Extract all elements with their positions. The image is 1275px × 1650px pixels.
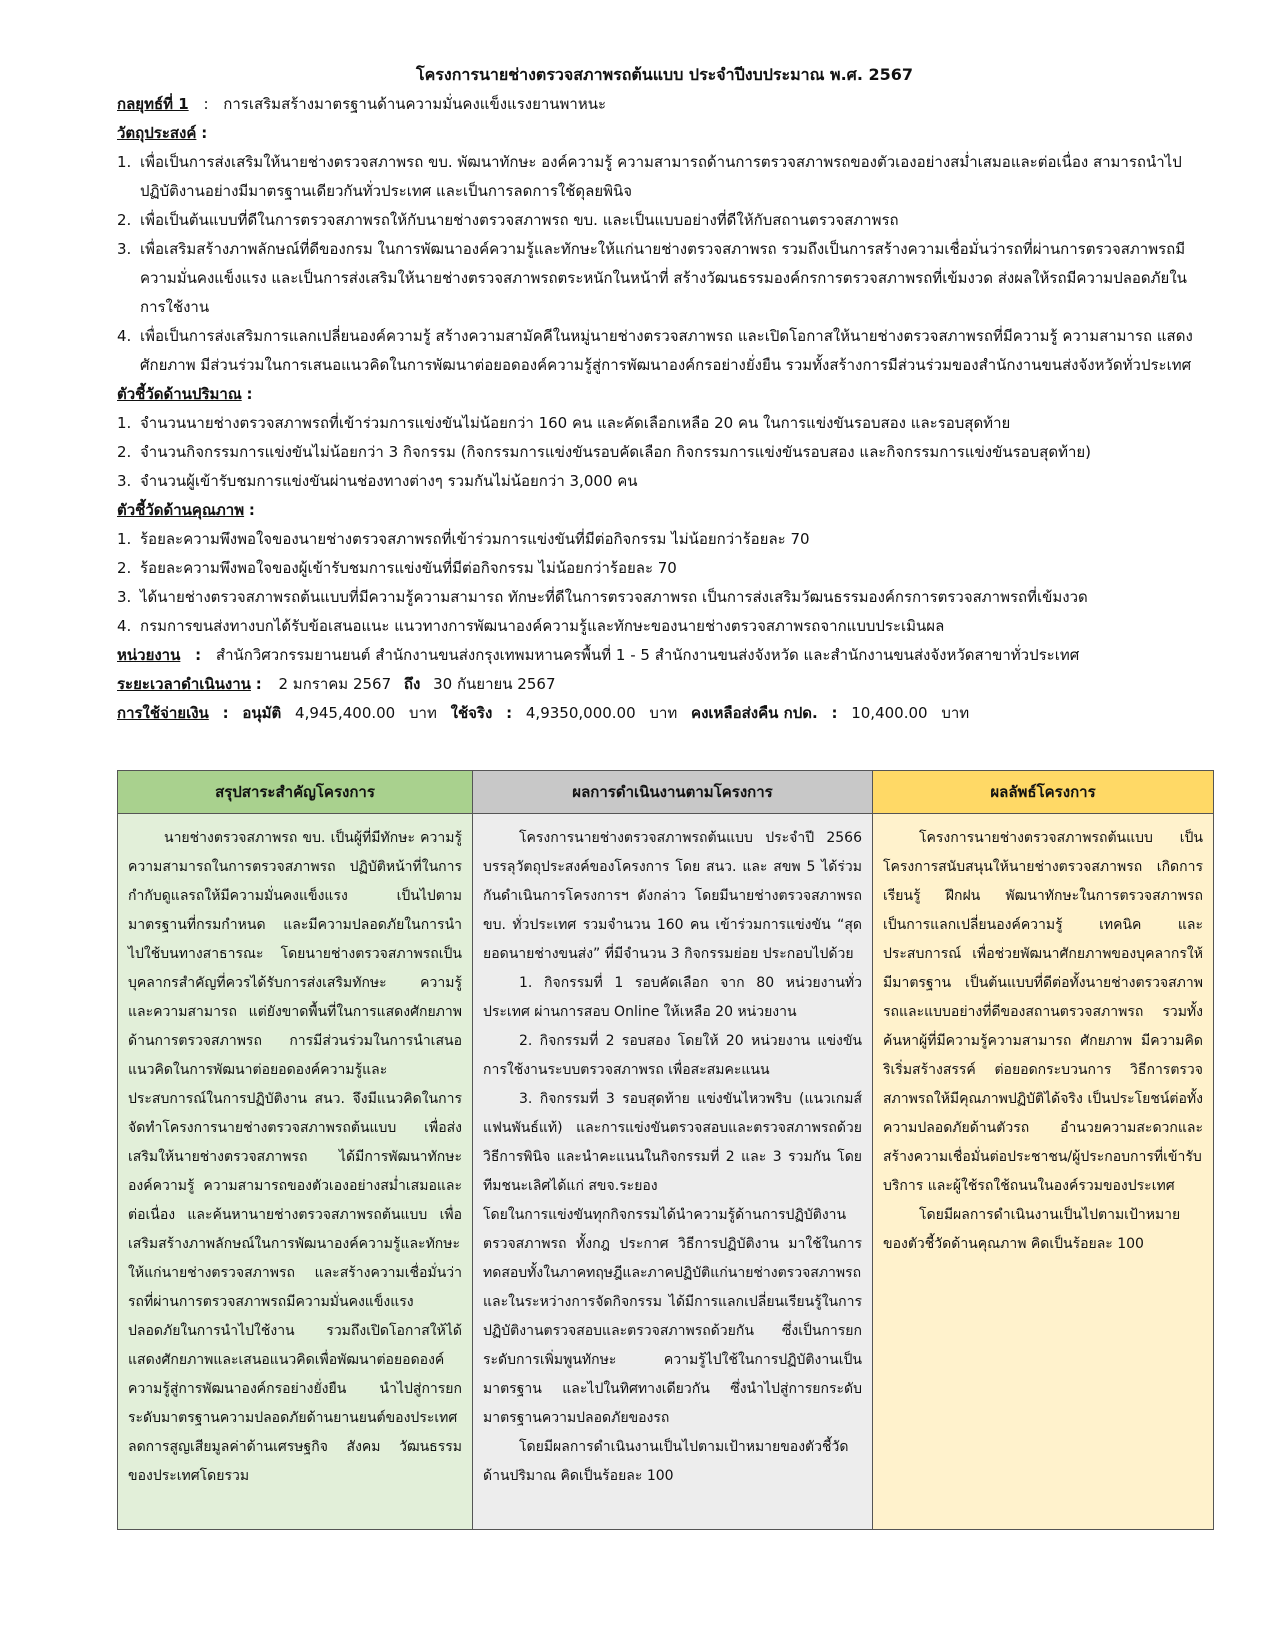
outcomes-paragraph-kpi: โดยมีผลการดำเนินงานเป็นไปตามเป้าหมายของตัวชี้วัดด้านคุณภาพ คิดเป็นร้อยละ 100 xyxy=(883,1207,1181,1252)
budget-approved-value: 4,945,400.00 xyxy=(295,704,396,722)
results-paragraph-kpi: โดยมีผลการดำเนินงานเป็นไปตามเป้าหมายของตัวชี้วัดด้านปริมาณ คิดเป็นร้อยละ 100 xyxy=(483,1439,849,1484)
header-summary: สรุปสาระสำคัญโครงการ xyxy=(118,771,473,814)
quantity-kpi-colon: : xyxy=(246,385,253,403)
objective-number: 2. xyxy=(117,211,132,229)
objective-number: 1. xyxy=(117,153,132,171)
period-start: 2 มกราคม 2567 xyxy=(278,675,392,693)
period-line xyxy=(117,670,1212,699)
project-summary-table xyxy=(117,770,1214,1530)
budget-remaining-label: คงเหลือส่งคืน กปด. xyxy=(691,704,818,722)
quantity-kpi-number: 1. xyxy=(117,414,132,432)
quantity-kpi-text: จำนวนนายช่างตรวจสภาพรถที่เข้าร่วมการแข่งขันไม่น้อยกว่า 160 คน และคัดเลือกเหลือ 20 คน ในการแข่งขันรอบสอง และรอบสุดท้าย xyxy=(140,414,1011,432)
quantity-kpi-number: 2. xyxy=(117,443,132,461)
objectives-list xyxy=(117,148,1212,380)
objectives-heading xyxy=(117,119,1212,148)
quality-kpi-list xyxy=(117,525,1212,641)
results-paragraph: โครงการนายช่างตรวจสภาพรถต้นแบบ ประจำปี 2566 บรรลุวัตถุประสงค์ของโครงการ โดย สนว. และ สขพ 5 ได้ร่วมกันดำเนินการโครงการฯ ดังกล่าว โดยมีนายช่างตรวจสภาพรถ ขบ. ทั่วประเทศ รวมจำนวน 160 คน เข้าร่วมการแข่งขัน “สุดยอดนายช่างขนส่ง” ที่มีจำนวน 3 กิจกรรมย่อย ประกอบไปด้วย xyxy=(483,830,862,962)
budget-actual-label: ใช้จริง xyxy=(450,704,493,722)
summary-paragraph: นายช่างตรวจสภาพรถ ขบ. เป็นผู้ที่มีทักษะ ความรู้ ความสามารถในการตรวจสภาพรถ ปฏิบัติหน้าที่ในการกำกับดูแลรถให้มีความมั่นคงแข็งแรง เป็นไปตามมาตรฐานที่กรมกำหนด และมีความปลอดภัยในการนำไปใช้บนทางสาธารณะ โดยนายช่างตรวจสภาพรถเป็นบุคลากรสำคัญที่ควรได้รับการส่งเสริมทักษะ ความรู้ และความสามารถ แต่ยังขาดพื้นที่ในการแสดงศักยภาพด้านการตรวจสภาพรถ การมีส่วนร่วมในการนำเสนอแนวคิดในการพัฒนาต่อยอดองค์ความรู้และประสบการณ์ในการปฏิบัติงาน สนว. จึงมีแนวคิดในการจัดทำโครงการนายช่างตรวจสภาพรถต้นแบบ เพื่อส่งเสริมให้นายช่างตรวจสภาพรถ ได้มีการพัฒนาทักษะ องค์ความรู้ ความสามารถของตัวเองอย่างสม่ำเสมอและต่อเนื่อง และค้นหานายช่างตรวจสภาพรถต้นแบบ เพื่อเสริมสร้างภาพลักษณ์ในการพัฒนาองค์ความรู้และทักษะให้แก่นายช่างตรวจสภาพรถ และสร้างความเชื่อมั่นว่ารถที่ผ่านการตรวจสภาพรถมีความมั่นคงแข็งแรง ปลอดภัยในการนำไปใช้งาน รวมถึงเปิดโอกาสให้ได้แสดงศักยภาพและเสนอแนวคิดเพื่อพัฒนาต่อยอดองค์ความรู้สู่การพัฒนาองค์กรอย่างยั่งยืน นำไปสู่การยกระดับมาตรฐานความปลอดภัยด้านยานยนต์ของประเทศ ลดการสูญเสียมูลค่าด้านเศรษฐกิจ สังคม วัฒนธรรม ของประเทศโดยรวม xyxy=(128,830,462,1484)
period-to: ถึง xyxy=(403,675,421,693)
strategy-colon: : xyxy=(203,95,209,113)
quality-kpi-label: ตัวชี้วัดด้านคุณภาพ xyxy=(117,501,245,519)
header-outcomes: ผลลัพธ์โครงการ xyxy=(873,771,1214,814)
quality-kpi-text: กรมการขนส่งทางบกได้รับข้อเสนอแนะ แนวทางการพัฒนาองค์ความรู้และทักษะของนายช่างตรวจสภาพรถจากแบบประเมินผล xyxy=(140,617,945,635)
strategy-line xyxy=(117,90,1212,119)
budget-actual-unit: บาท xyxy=(649,704,678,722)
quantity-kpi-heading xyxy=(117,380,1212,409)
quantity-kpi-text: จำนวนผู้เข้ารับชมการแข่งขันผ่านช่องทางต่างๆ รวมกันไม่น้อยกว่า 3,000 คน xyxy=(140,472,638,490)
objective-number: 4. xyxy=(117,327,132,345)
quality-kpi-item xyxy=(117,612,1212,641)
results-paragraph-knowledge: โดยในการแข่งขันทุกกิจกรรมได้นำความรู้ด้านการปฏิบัติงานตรวจสภาพรถ ทั้งกฎ ประกาศ วิธีการปฏิบัติงาน มาใช้ในการทดสอบทั้งในภาคทฤษฎีและภาคปฏิบัติแก่นายช่างตรวจสภาพรถ และในระหว่างการจัดกิจกรรม ได้มีการแลกเปลี่ยนเรียนรู้ในการปฏิบัติงานตรวจสอบและตรวจสภาพรถด้วยกัน ซึ่งเป็นการยกระดับการเพิ่มพูนทักษะ ความรู้ไปใช้ในการปฏิบัติงานเป็นมาตรฐาน และไปในทิศทางเดียวกัน ซึ่งนำไปสู่การยกระดับมาตรฐานความปลอดภัยของรถ xyxy=(483,1207,862,1426)
budget-approved-label: อนุมัติ xyxy=(242,704,282,722)
quality-kpi-text: ได้นายช่างตรวจสภาพรถต้นแบบที่มีความรู้ความสามารถ ทักษะที่ดีในการตรวจสภาพรถ เป็นการส่งเสริมวัฒนธรรมองค์กรการตรวจสภาพรถที่เข้มงวด xyxy=(140,588,1088,606)
quality-kpi-number: 2. xyxy=(117,559,132,577)
budget-remaining-unit: บาท xyxy=(941,704,970,722)
objective-item xyxy=(117,148,1212,206)
objective-item xyxy=(117,322,1212,380)
document-body xyxy=(117,60,1212,728)
quantity-kpi-item xyxy=(117,409,1212,438)
quality-kpi-number: 4. xyxy=(117,617,132,635)
quality-kpi-item xyxy=(117,554,1212,583)
strategy-label: กลยุทธ์ที่ 1 xyxy=(117,95,189,113)
quality-kpi-item xyxy=(117,525,1212,554)
objective-text: เพื่อเป็นการส่งเสริมการแลกเปลี่ยนองค์ความรู้ สร้างความสามัคคีในหมู่นายช่างตรวจสภาพรถ และเปิดโอกาสให้นายช่างตรวจสภาพรถที่มีความรู้ ความสามารถ แสดงศักยภาพ มีส่วนร่วมในการเสนอแนวคิดในการพัฒนาต่อยอดองค์ความรู้สู่การพัฒนาองค์กรอย่างยั่งยืน รวมทั้งสร้างการมีส่วนร่วมของสำนักงานขนส่งจังหวัดทั่วประเทศ xyxy=(140,327,1193,374)
quality-kpi-number: 1. xyxy=(117,530,132,548)
budget-remaining-value: 10,400.00 xyxy=(851,704,928,722)
quality-kpi-text: ร้อยละความพึงพอใจของนายช่างตรวจสภาพรถที่เข้าร่วมการแข่งขันที่มีต่อกิจกรรม ไม่น้อยกว่าร้อยละ 70 xyxy=(140,530,810,548)
period-label: ระยะเวลาดำเนินงาน xyxy=(117,675,251,693)
agency-text: สำนักวิศวกรรมยานยนต์ สำนักงานขนส่งกรุงเทพมหานครพื้นที่ 1 - 5 สำนักงานขนส่งจังหวัด และสำนักงานขนส่งจังหวัดสาขาทั่วประเทศ xyxy=(215,646,1080,664)
outcomes-paragraph: โครงการนายช่างตรวจสภาพรถต้นแบบ เป็นโครงการสนับสนุนให้นายช่างตรวจสภาพรถ เกิดการเรียนรู้ ฝึกฝน พัฒนาทักษะในการตรวจสภาพรถ เป็นการแลกเปลี่ยนองค์ความรู้ เทคนิค และประสบการณ์ เพื่อช่วยพัฒนาศักยภาพของบุคลากรให้มีมาตรฐาน เป็นต้นแบบที่ดีต่อทั้งนายช่างตรวจสภาพรถและแบบอย่างที่ดีของสถานตรวจสภาพรถ รวมทั้งค้นหาผู้ที่มีความรู้ความสามารถ ศักยภาพ มีความคิดริเริ่มสร้างสรรค์ ต่อยอดกระบวนการ วิธีการตรวจสภาพรถให้มีคุณภาพปฏิบัติได้จริง เป็นประโยชน์ต่อทั้งความปลอดภัยด้านตัวรถ อำนวยความสะดวกและสร้างความเชื่อมั่นต่อประชาชน/ผู้ประกอบการที่เข้ารับบริการ และผู้ใช้รถใช้ถนนในองค์รวมของประเทศ xyxy=(883,830,1203,1194)
outcomes-cell xyxy=(873,814,1214,1530)
quantity-kpi-text: จำนวนกิจกรรมการแข่งขันไม่น้อยกว่า 3 กิจกรรม (กิจกรรมการแข่งขันรอบคัดเลือก กิจกรรมการแข่งขันรอบสอง และกิจกรรมการแข่งขันรอบสุดท้าย) xyxy=(140,443,1092,461)
table-header-row xyxy=(118,771,1214,814)
objective-item xyxy=(117,206,1212,235)
objective-number: 3. xyxy=(117,240,132,258)
results-activity-2: 2. กิจกรรมที่ 2 รอบสอง โดยให้ 20 หน่วยงาน แข่งขันการใช้งานระบบตรวจสภาพรถ เพื่อสะสมคะแนน xyxy=(483,1033,862,1078)
strategy-text: การเสริมสร้างมาตรฐานด้านความมั่นคงแข็งแรงยานพาหนะ xyxy=(223,95,607,113)
document-title: โครงการนายช่างตรวจสภาพรถต้นแบบ ประจำปีงบประมาณ พ.ศ. 2567 xyxy=(416,65,913,84)
table-body-row xyxy=(118,814,1214,1530)
objectives-colon: : xyxy=(201,124,208,142)
objectives-label: วัตถุประสงค์ xyxy=(117,124,197,142)
quality-kpi-heading xyxy=(117,496,1212,525)
summary-cell xyxy=(118,814,473,1530)
budget-colon: : xyxy=(222,704,229,722)
budget-actual-value: 4,9350,000.00 xyxy=(525,704,636,722)
objective-item xyxy=(117,235,1212,322)
objective-text: เพื่อเป็นต้นแบบที่ดีในการตรวจสภาพรถให้กับนายช่างตรวจสภาพรถ ขบ. และเป็นแบบอย่างที่ดีให้กับสถานตรวจสภาพรถ xyxy=(140,211,899,229)
objective-text: เพื่อเสริมสร้างภาพลักษณ์ที่ดีของกรม ในการพัฒนาองค์ความรู้และทักษะให้แก่นายช่างตรวจสภาพรถ รวมถึงเป็นการสร้างความเชื่อมั่นว่ารถที่ผ่านการตรวจสภาพรถมีความมั่นคงแข็งแรง และเป็นการส่งเสริมให้นายช่างตรวจสภาพรถตระหนักในหน้าที่ สร้างวัฒนธรรมองค์กรการตรวจสภาพรถที่เข้มงวด ส่งผลให้รถมีความปลอดภัยในการใช้งาน xyxy=(140,240,1187,316)
quantity-kpi-label: ตัวชี้วัดด้านปริมาณ xyxy=(117,385,242,403)
period-end: 30 กันยายน 2567 xyxy=(433,675,556,693)
quantity-kpi-item xyxy=(117,438,1212,467)
budget-remaining-colon: : xyxy=(831,704,838,722)
period-colon: : xyxy=(255,675,262,693)
quality-kpi-colon: : xyxy=(248,501,255,519)
budget-label: การใช้จ่ายเงิน xyxy=(117,704,209,722)
results-activity-1: 1. กิจกรรมที่ 1 รอบคัดเลือก จาก 80 หน่วยงานทั่วประเทศ ผ่านการสอบ Online ให้เหลือ 20 หน่วยงาน xyxy=(483,975,862,1020)
results-cell xyxy=(473,814,873,1530)
quality-kpi-number: 3. xyxy=(117,588,132,606)
agency-colon: : xyxy=(195,646,202,664)
quantity-kpi-item xyxy=(117,467,1212,496)
budget-approved-unit: บาท xyxy=(409,704,437,722)
agency-line xyxy=(117,641,1212,670)
quantity-kpi-number: 3. xyxy=(117,472,132,490)
header-results: ผลการดำเนินงานตามโครงการ xyxy=(473,771,873,814)
quality-kpi-item xyxy=(117,583,1212,612)
results-activity-3: 3. กิจกรรมที่ 3 รอบสุดท้าย แข่งขันไหวพริบ (แนวเกมส์แฟนพันธ์แท้) และการแข่งขันตรวจสอบและตรวจสภาพรถด้วยวิธีการพินิจ และนำคะแนนในกิจกรรมที่ 2 และ 3 รวมกัน โดยทีมชนะเลิศได้แก่ สขจ.ระยอง xyxy=(483,1091,862,1194)
quality-kpi-text: ร้อยละความพึงพอใจของผู้เข้ารับชมการแข่งขันที่มีต่อกิจกรรม ไม่น้อยกว่าร้อยละ 70 xyxy=(140,559,677,577)
quantity-kpi-list xyxy=(117,409,1212,496)
budget-line xyxy=(117,699,1212,728)
budget-actual-colon: : xyxy=(506,704,513,722)
agency-label: หน่วยงาน xyxy=(117,646,181,664)
objective-text: เพื่อเป็นการส่งเสริมให้นายช่างตรวจสภาพรถ ขบ. พัฒนาทักษะ องค์ความรู้ ความสามารถด้านการตรวจสภาพรถของตัวเองอย่างสม่ำเสมอและต่อเนื่อง สามารถนำไปปฏิบัติงานอย่างมีมาตรฐานเดียวกันทั่วประเทศ และเป็นการลดการใช้ดุลยพินิจ xyxy=(140,153,1182,200)
